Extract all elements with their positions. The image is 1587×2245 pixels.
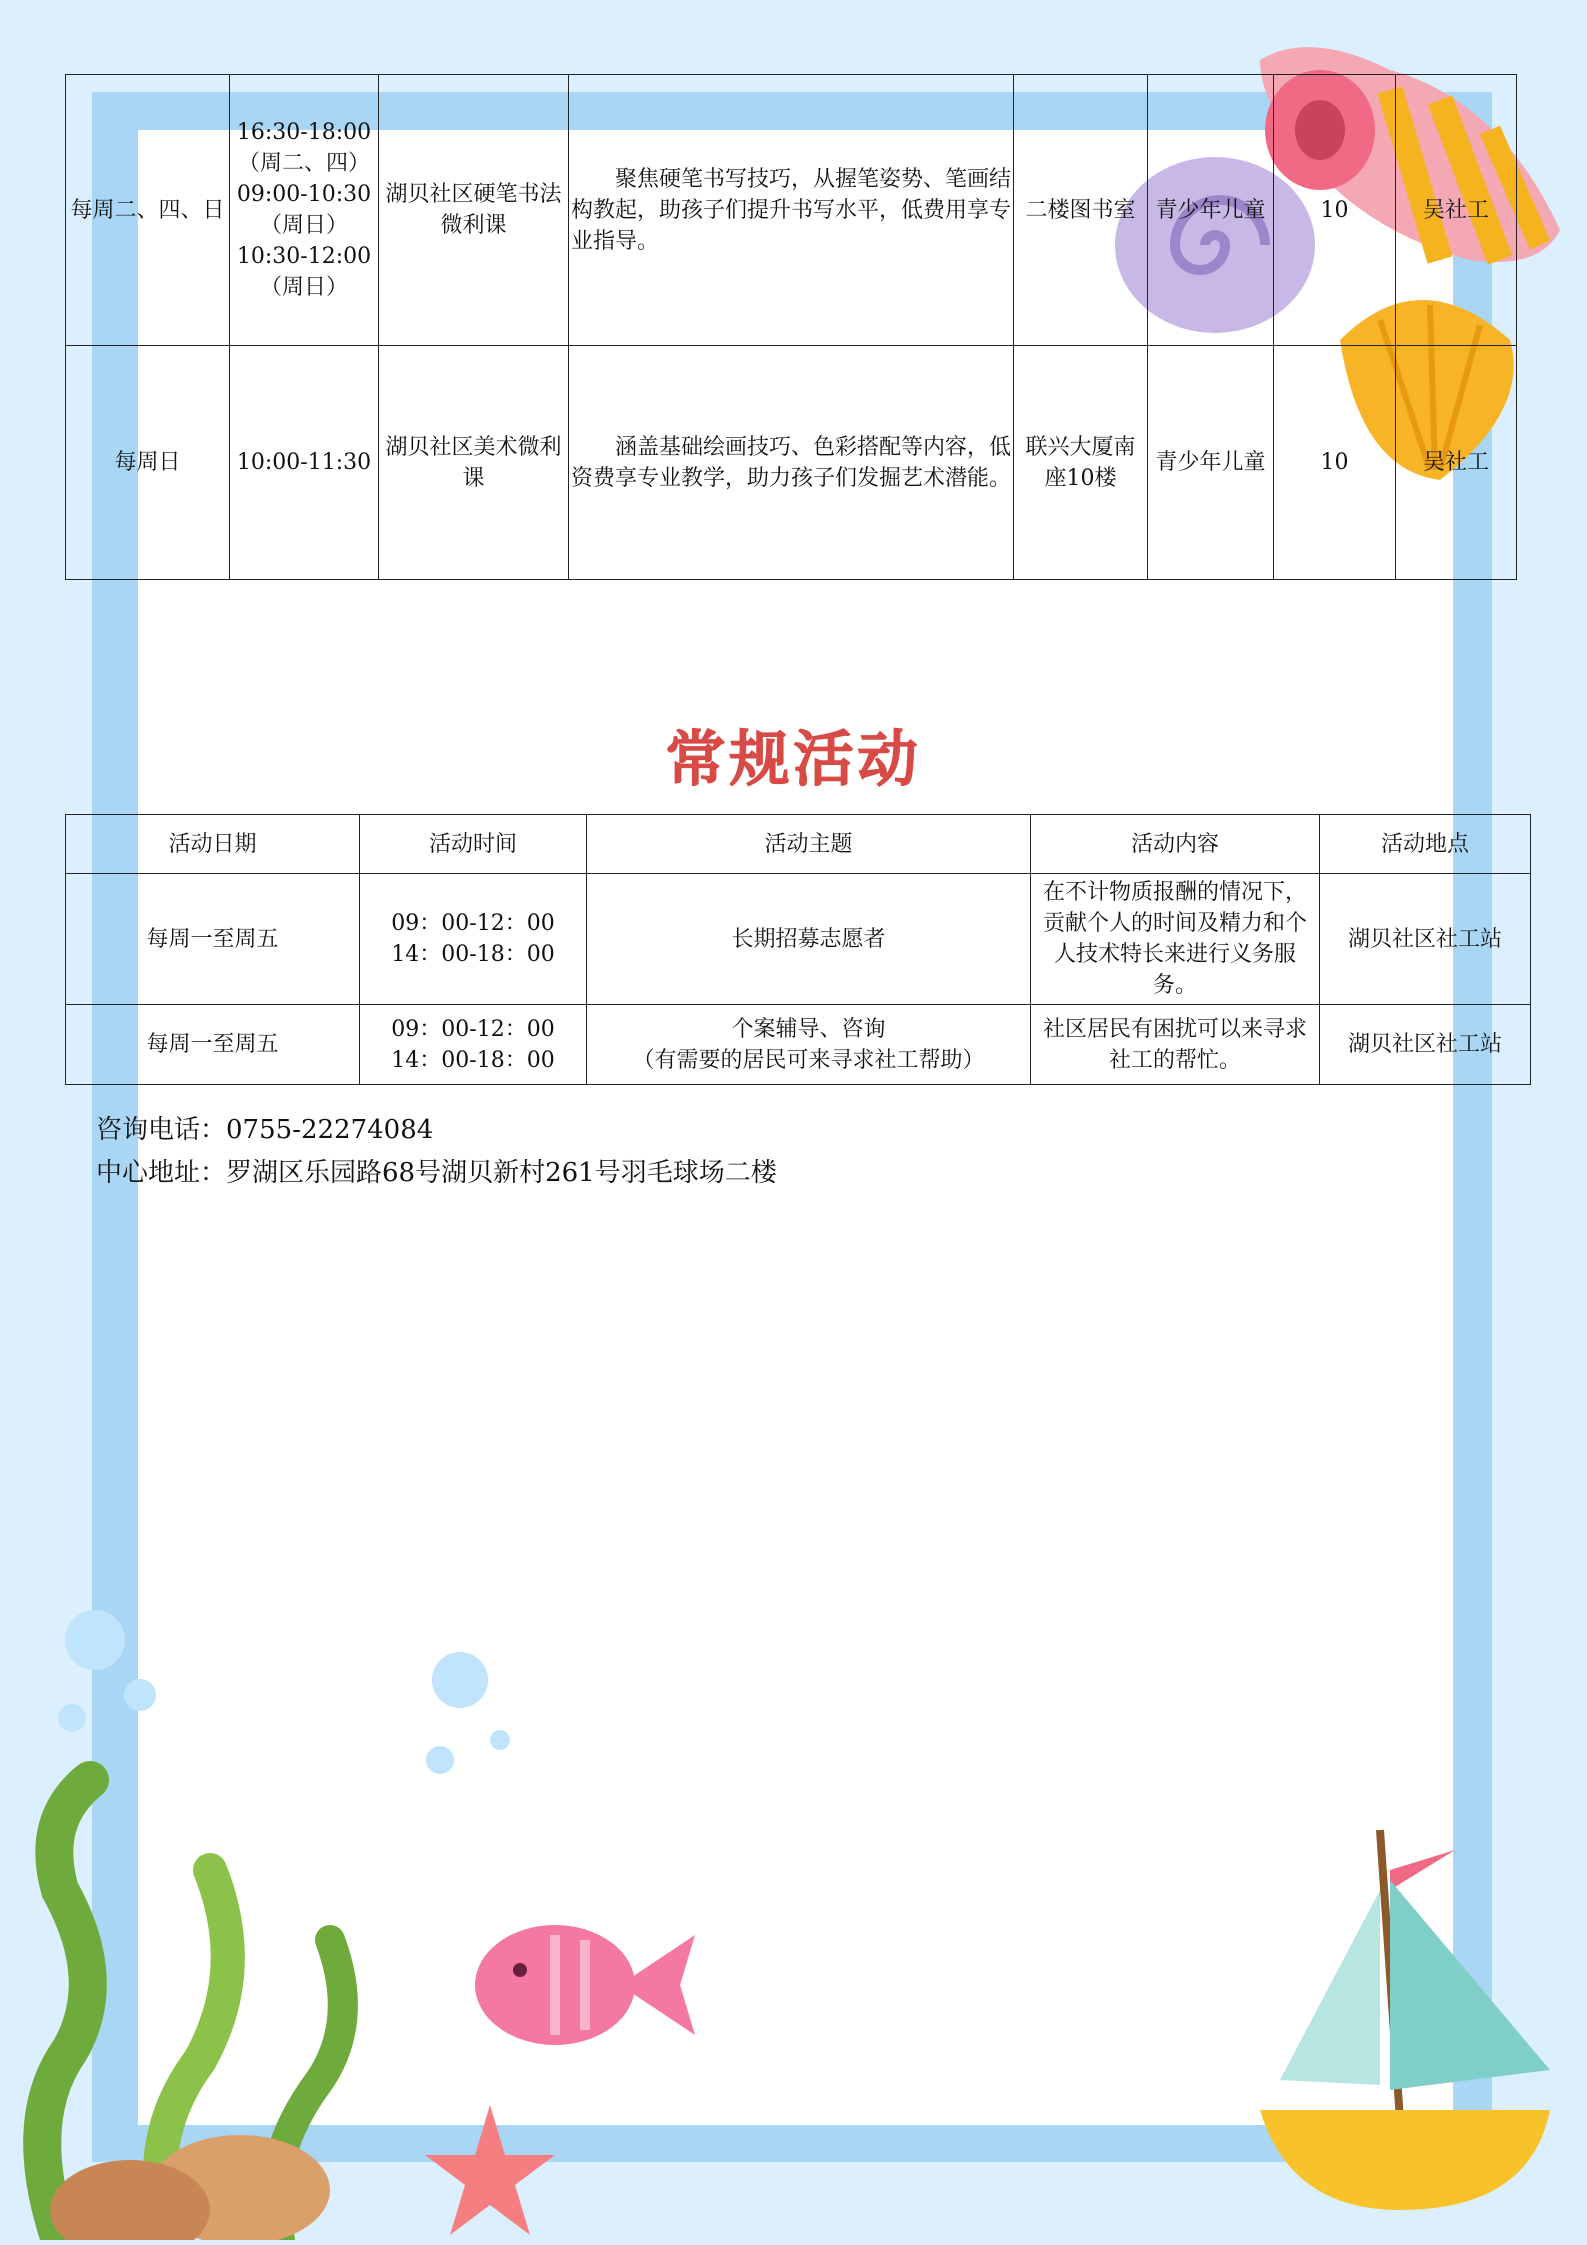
activity-theme-line: 长期招募志愿者 [731,926,886,952]
fish-illustration [460,1900,700,2070]
program-location: 二楼图书室 [1014,75,1148,346]
header-content: 活动内容 [1031,815,1320,874]
starfish-illustration [420,2100,560,2240]
program-time-line: 10:00-11:30 [236,450,372,475]
activity-place: 湖贝社区社工站 [1320,874,1531,1005]
table-row [66,874,1531,1005]
program-time-line: 16:30-18:00 [236,120,372,145]
activity-time-line: 09：00-12：00 [391,1016,555,1042]
table-row [66,75,1517,346]
program-time-line: 09:00-10:30 [236,182,372,207]
program-time-line: （周二、四） [237,151,370,176]
regular-activities-table [65,814,1531,1085]
section-title: 常规活动 [665,725,922,795]
activity-place: 湖贝社区社工站 [1320,1005,1531,1085]
contact-phone: 咨询电话：0755-22274084 [96,1115,434,1145]
program-time [230,346,379,580]
program-audience: 青少年儿童 [1148,75,1274,346]
header-date: 活动日期 [66,815,360,874]
program-name: 湖贝社区硬笔书法微利课 [379,75,569,346]
activity-theme-line: （有需要的居民可来寻求社工帮助） [632,1047,985,1073]
activity-date: 每周一至周五 [66,1005,360,1085]
activity-theme [587,874,1031,1005]
bubbles-illustration [50,1600,510,1800]
program-count: 10 [1274,346,1396,580]
activity-time-line: 14：00-18：00 [391,1047,555,1073]
program-staff: 吴社工 [1396,346,1517,580]
activity-content: 社区居民有困扰可以来寻求社工的帮忙。 [1031,1005,1320,1085]
activity-date: 每周一至周五 [66,874,360,1005]
program-count: 10 [1274,75,1396,346]
table-row [66,346,1517,580]
activity-time-line: 09：00-12：00 [391,911,555,936]
activity-time [360,1005,587,1085]
header-place: 活动地点 [1320,815,1531,874]
program-time-line: （周日） [259,213,348,238]
program-time-line: （周日） [259,275,348,300]
table-row [66,1005,1531,1085]
program-audience: 青少年儿童 [1148,346,1274,580]
program-location: 联兴大厦南座10楼 [1014,346,1148,580]
program-day: 每周日 [66,346,230,580]
program-time-line: 10:30-12:00 [236,244,372,269]
table-header-row [66,815,1531,874]
activity-theme [587,1005,1031,1085]
program-day: 每周二、四、日 [66,75,230,346]
activity-theme-line: 个案辅导、咨询 [731,1016,886,1042]
activity-time-line: 14：00-18：00 [391,942,555,967]
program-table [65,74,1517,580]
header-theme: 活动主题 [587,815,1031,874]
program-staff: 吴社工 [1396,75,1517,346]
sailboat-illustration [1250,1820,1560,2220]
contact-address: 中心地址：罗湖区乐园路68号湖贝新村261号羽毛球场二楼 [96,1158,777,1188]
program-content: 聚焦硬笔书写技巧，从握笔姿势、笔画结构教起，助孩子们提升书写水平，低费用享专业指导。 [569,75,1014,346]
activity-time [360,874,587,1005]
header-time: 活动时间 [360,815,587,874]
activity-content: 在不计物质报酬的情况下，贡献个人的时间及精力和个人技术特长来进行义务服务。 [1031,874,1320,1005]
program-time [230,75,379,346]
program-name: 湖贝社区美术微利课 [379,346,569,580]
program-content: 涵盖基础绘画技巧、色彩搭配等内容，低资费享专业教学，助力孩子们发掘艺术潜能。 [569,346,1014,580]
